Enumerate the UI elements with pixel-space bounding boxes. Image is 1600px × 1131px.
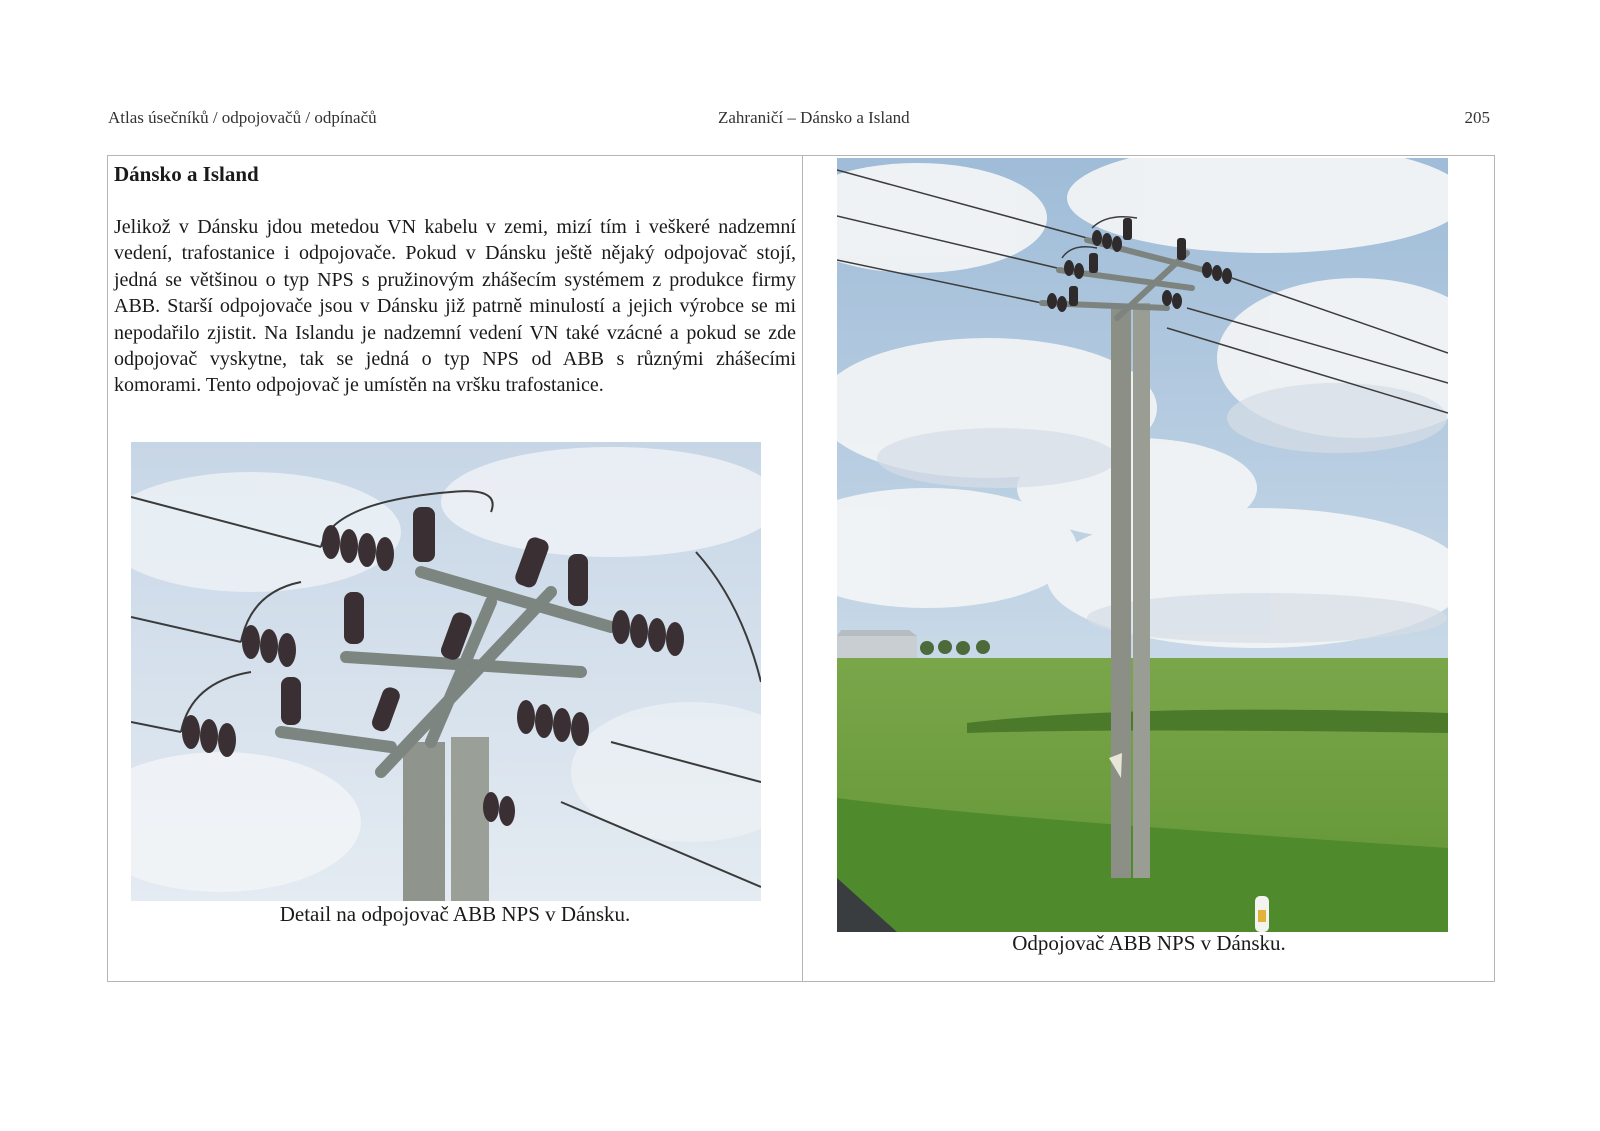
right-cell [803, 156, 1495, 981]
header-chapter: Zahraničí – Dánsko a Island [718, 108, 910, 127]
section-title: Dánsko a Island [114, 162, 259, 186]
detail-switch-illustration [131, 442, 761, 901]
running-header [108, 108, 1490, 132]
body-paragraph: Jelikož v Dánsku jdou metedou VN kabelu v zemi, mizí tím i veškeré nadzemní vedení, trafostanice i odpojovače. Pokud v Dánsku ještě nějaký odpojovač stojí, jedná se většinou o typ NPS s pružinovým zhášecím systémem z produkce firmy ABB. Starší odpojovače jsou v Dánsku již patrně minulostí a jejich výrobce se mi nepodařilo zjistit. Na Islandu je nadzemní vedení VN také vzácné a pokud se zde odpojovač vyskytne, tak se jedná o typ NPS od ABB s různými zhášecími komorami. Tento odpojovač je umístěn na vršku trafostanice. [114, 216, 796, 397]
figure-caption-detail: Detail na odpojovač ABB NPS v Dánsku. [279, 902, 631, 926]
header-atlas-title: Atlas úsečníků / odpojovačů / odpínačů [108, 108, 377, 127]
detail-switch-photo [131, 442, 761, 901]
page-number: 205 [1464, 108, 1490, 127]
figure-caption-pole: Odpojovač ABB NPS v Dánsku. [1012, 931, 1286, 955]
content-table [107, 155, 1495, 982]
pole-field-illustration [837, 158, 1448, 932]
left-cell [108, 156, 802, 981]
pole-field-photo [837, 158, 1448, 932]
